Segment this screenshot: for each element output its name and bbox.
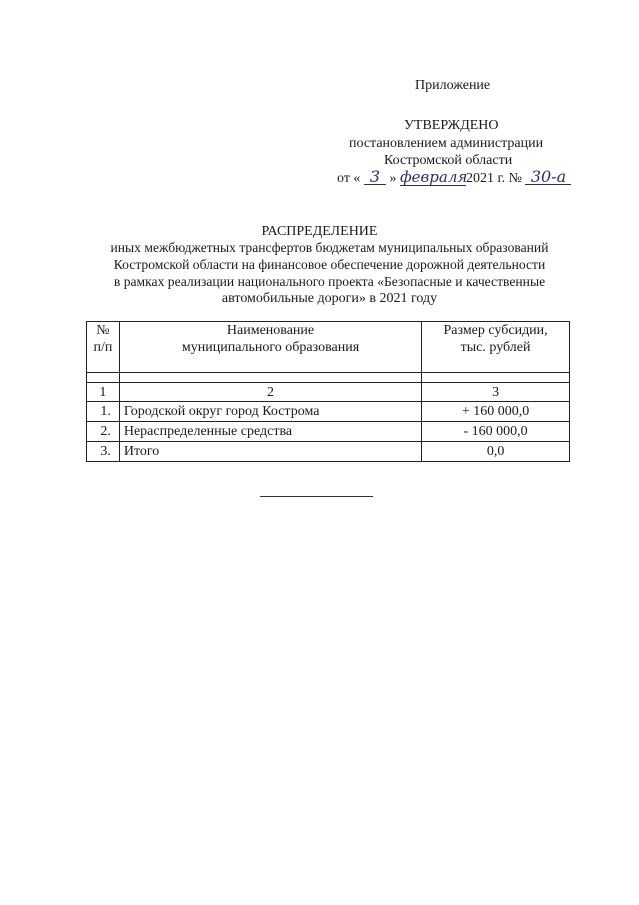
column-index-1: 1 xyxy=(87,383,120,402)
date-mid: » xyxy=(389,171,397,186)
row-amount: - 160 000,0 xyxy=(422,422,570,442)
title-line-4: автомобильные дороги» в 2021 году xyxy=(221,291,438,306)
header-amount: Размер субсидии, тыс. рублей xyxy=(422,322,570,373)
row-name: Нераспределенные средства xyxy=(119,422,421,442)
approved-label: УТВЕРЖДЕНО xyxy=(404,118,499,133)
header-name: Наименование муниципального образования xyxy=(119,322,421,373)
date-year: 2021 г. № xyxy=(465,171,522,186)
row-number: 2. xyxy=(87,422,120,442)
table-spacer-row xyxy=(87,373,570,383)
title-line-3: в рамках реализации национального проекта «Безопасные и качественные xyxy=(113,274,546,289)
approved-by-line2: Костромской области xyxy=(384,153,513,168)
row-amount: 0,0 xyxy=(422,442,570,462)
document-title: РАСПРЕДЕЛЕНИЕ xyxy=(261,224,378,239)
column-index-2: 2 xyxy=(119,383,421,402)
document-number: 30-а xyxy=(525,169,571,185)
appendix-label: Приложение xyxy=(415,78,491,93)
column-index-row xyxy=(87,383,570,402)
row-number: 3. xyxy=(87,442,120,462)
row-number: 1. xyxy=(87,402,120,422)
date-month: февраля xyxy=(399,168,468,186)
table-header-row xyxy=(87,322,570,373)
table-row xyxy=(87,402,570,422)
approved-by-line1: постановлением администрации xyxy=(349,136,544,151)
date-day: 3 xyxy=(364,169,386,185)
closing-divider xyxy=(260,496,373,497)
column-index-3: 3 xyxy=(422,383,570,402)
table-row xyxy=(87,422,570,442)
table-row xyxy=(87,442,570,462)
title-line-2: Костромской области на финансовое обеспечение дорожной деятельности xyxy=(113,257,546,272)
date-prefix: от « xyxy=(337,171,361,186)
header-num: № п/п xyxy=(87,322,120,373)
title-line-1: иных межбюджетных трансфертов бюджетам муниципальных образований xyxy=(110,240,549,255)
row-name: Городской округ город Кострома xyxy=(119,402,421,422)
approval-date-line xyxy=(337,169,571,187)
distribution-table xyxy=(86,321,570,462)
row-amount: + 160 000,0 xyxy=(422,402,570,422)
row-name: Итого xyxy=(119,442,421,462)
